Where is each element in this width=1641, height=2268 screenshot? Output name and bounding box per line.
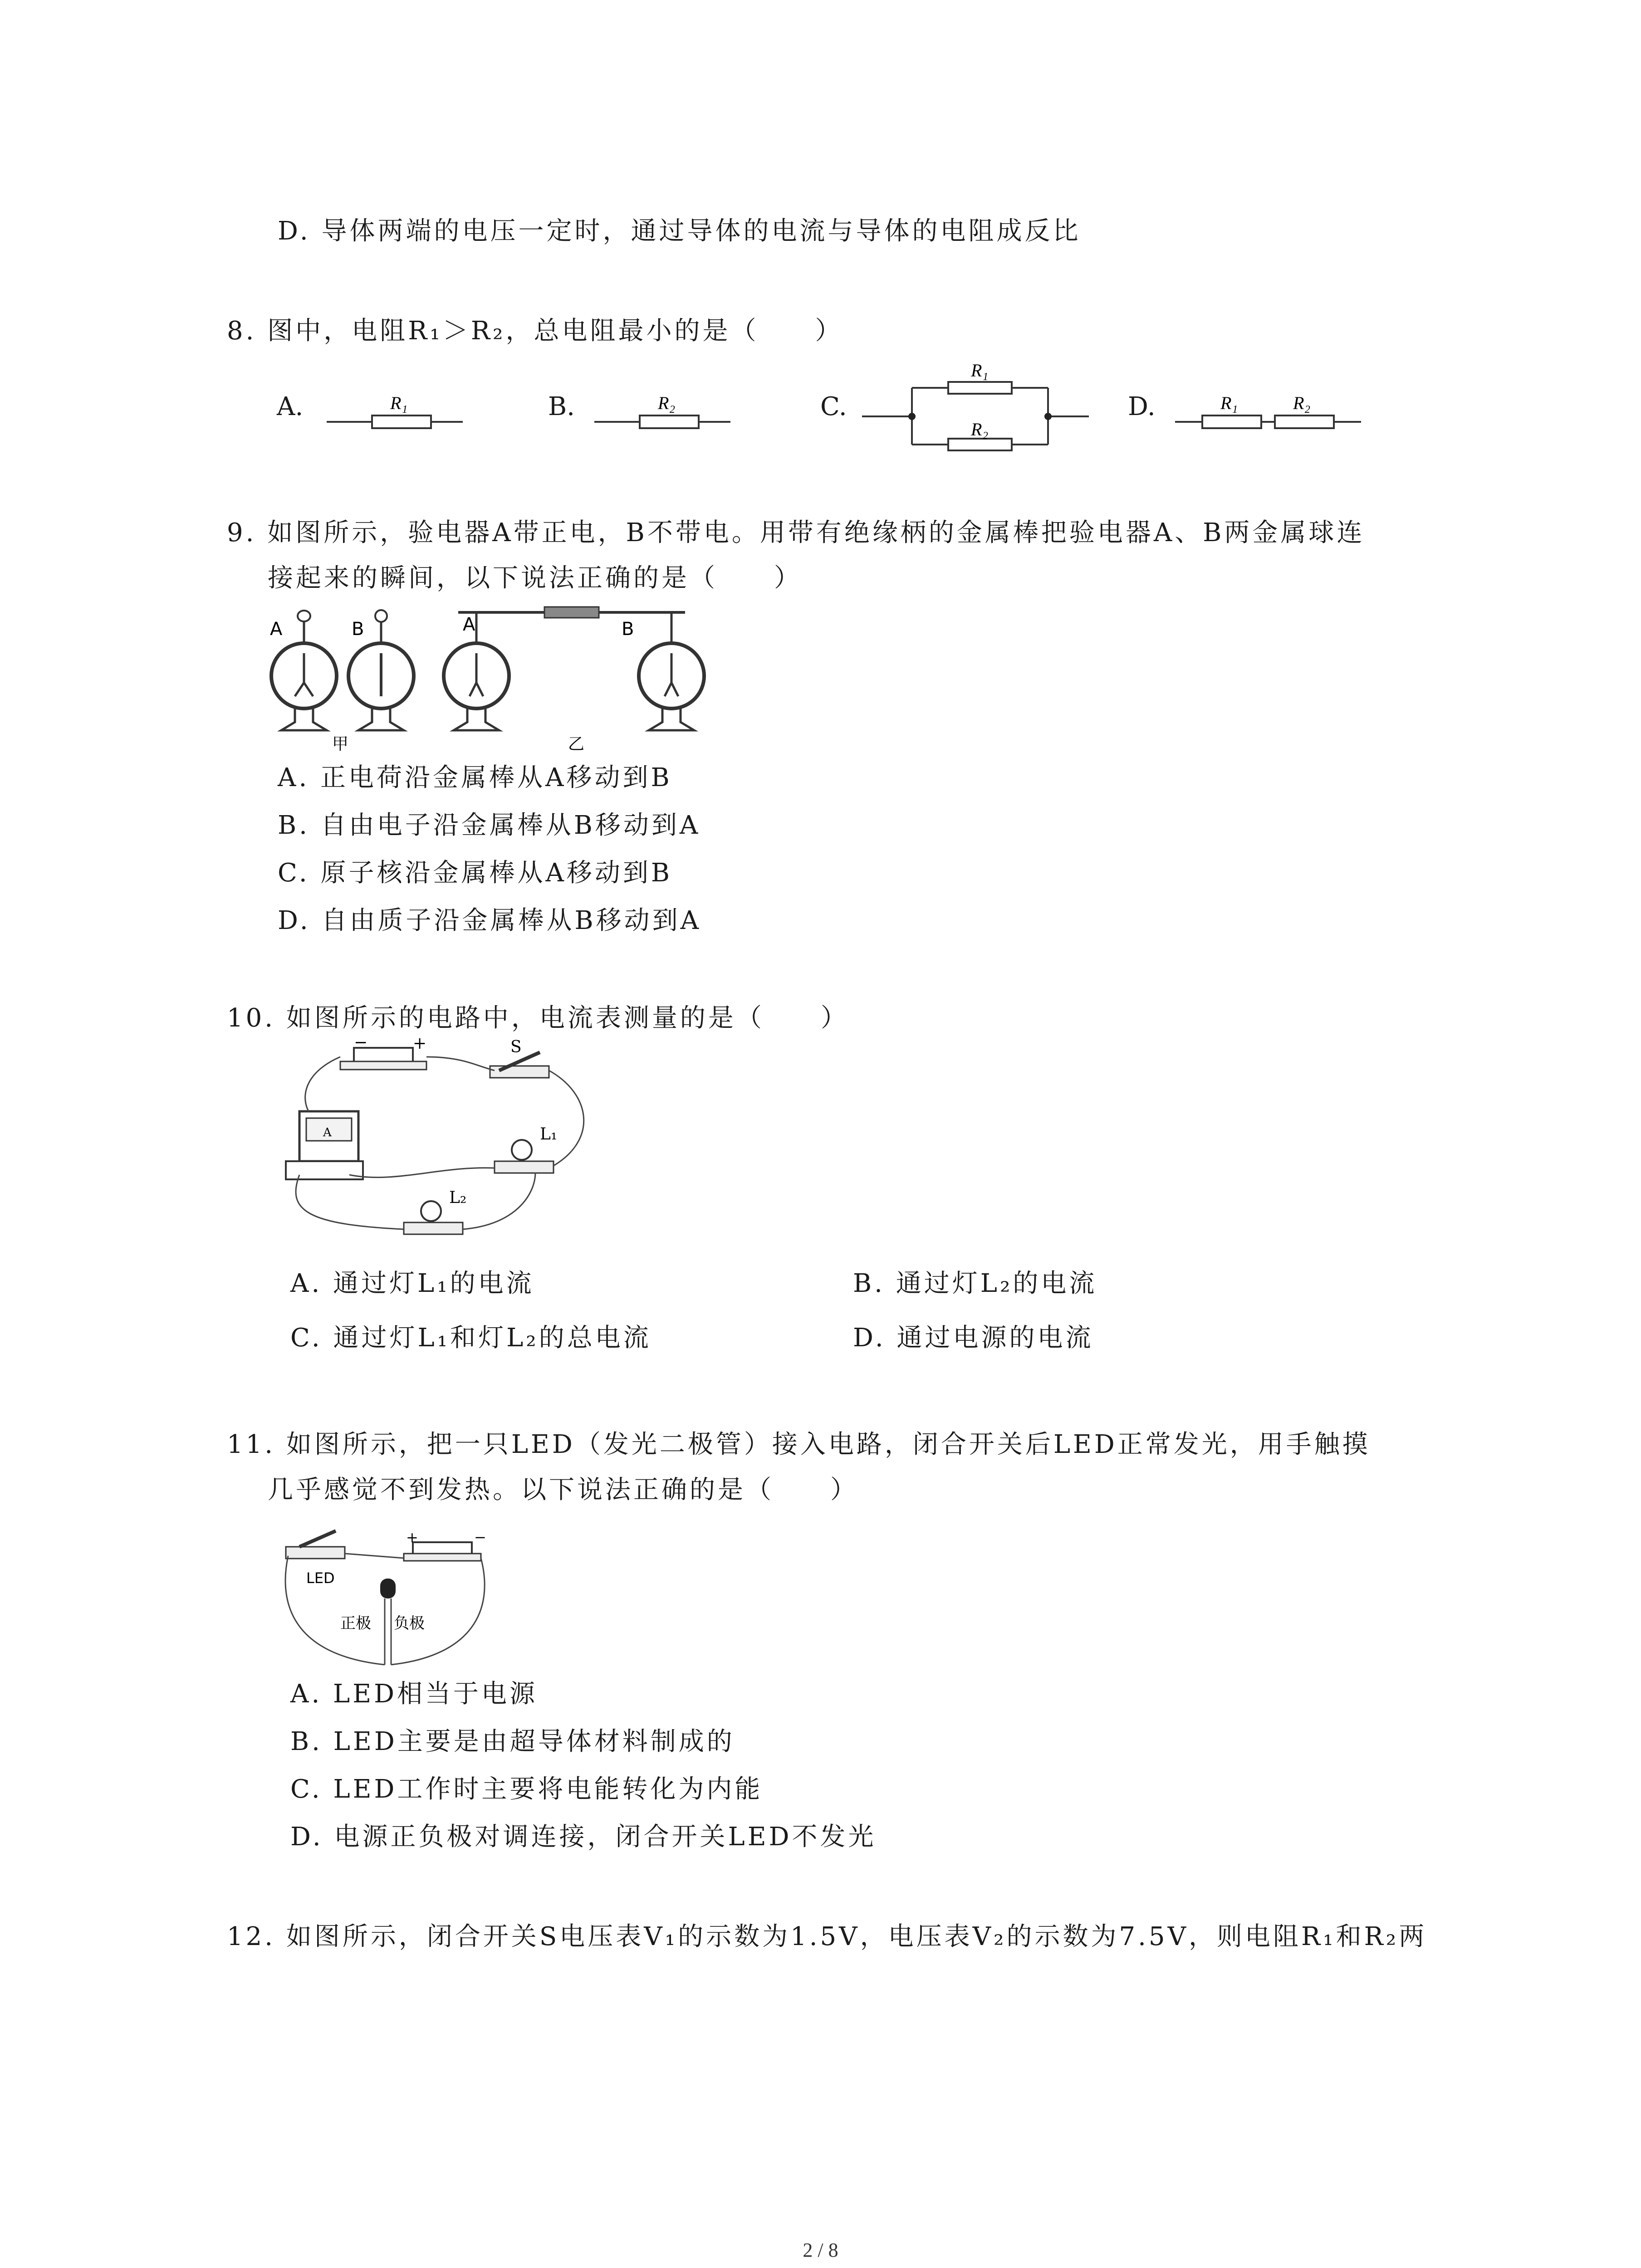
ammeter-label: A xyxy=(323,1126,332,1139)
q12-stem: 12. 如图所示，闭合开关S电压表V₁的示数为1.5V，电压表V₂的示数为7.5V，则电阻R₁和R₂两 xyxy=(227,1922,1427,1951)
q8-option-a[interactable]: A. xyxy=(277,392,304,421)
q8-figure-a xyxy=(318,381,463,435)
lamp-l2 xyxy=(421,1201,441,1221)
electroscope-b-yi xyxy=(639,612,704,730)
q11-option-d[interactable]: D. 电源正负极对调连接，闭合开关LED不发光 xyxy=(290,1822,877,1852)
metal-rod xyxy=(458,607,685,618)
page-number: 2 / 8 xyxy=(803,2239,838,2261)
q11-option-c[interactable]: C. LED工作时主要将电能转化为内能 xyxy=(290,1774,763,1804)
label-jia: 甲 xyxy=(332,735,349,753)
switch xyxy=(286,1547,345,1559)
insulated-handle xyxy=(544,607,599,618)
q11-option-b[interactable]: B. LED主要是由超导体材料制成的 xyxy=(290,1727,735,1756)
label-b-yi: B xyxy=(622,619,634,640)
q10-figure xyxy=(281,1033,608,1247)
led-negative-label: 负极 xyxy=(394,1614,425,1633)
q11-option-a[interactable]: A. LED相当于电源 xyxy=(290,1679,538,1709)
q8-figure-b xyxy=(590,381,735,435)
label-r1: R₁ xyxy=(1220,393,1238,413)
q8-option-b[interactable]: B. xyxy=(548,392,575,421)
q10-option-a[interactable]: A. 通过灯L₁的电流 xyxy=(290,1269,534,1298)
q9-stem-line2: 接起来的瞬间，以下说法正确的是（ ） xyxy=(268,563,802,593)
resistor-r2 xyxy=(948,439,1012,450)
label-b-jia: B xyxy=(352,619,364,640)
resistor-r1 xyxy=(1202,415,1261,428)
lamp-l2-label: L₂ xyxy=(449,1188,467,1207)
battery-plus: + xyxy=(406,1529,418,1546)
lamp-l1-label: L₁ xyxy=(540,1125,558,1144)
resistor-r2 xyxy=(640,415,699,428)
q10-option-b[interactable]: B. 通过灯L₂的电流 xyxy=(853,1269,1097,1298)
label-r2: R₂ xyxy=(658,393,676,413)
q10-option-d[interactable]: D. 通过电源的电流 xyxy=(853,1323,1094,1353)
q11-stem-line2: 几乎感觉不到发热。以下说法正确的是（ ） xyxy=(268,1475,858,1505)
q8-figure-d xyxy=(1171,381,1370,435)
label-r2: R₂ xyxy=(971,419,989,440)
led xyxy=(380,1579,396,1598)
led-label: LED xyxy=(306,1569,335,1587)
battery-plus: + xyxy=(413,1034,427,1053)
resistor-r2 xyxy=(1275,415,1334,428)
q10-option-c[interactable]: C. 通过灯L₁和灯L₂的总电流 xyxy=(290,1323,652,1353)
resistor-r1 xyxy=(372,415,431,428)
q8-figure-c xyxy=(862,360,1098,458)
label-a-jia: A xyxy=(270,619,283,640)
q10-stem: 10. 如图所示的电路中，电流表测量的是（ ） xyxy=(227,1003,849,1033)
q8-option-d[interactable]: D. xyxy=(1128,392,1156,421)
label-r1: R₁ xyxy=(971,360,989,381)
q8-option-c[interactable]: C. xyxy=(820,392,847,421)
lamp-l2-base xyxy=(404,1222,463,1234)
q9-stem-line1: 9. 如图所示，验电器A带正电，B不带电。用带有绝缘柄的金属棒把验电器A、B两金属球连 xyxy=(227,518,1365,547)
battery-minus: − xyxy=(354,1033,368,1052)
q9-option-b[interactable]: B. 自由电子沿金属棒从B移动到A xyxy=(278,811,701,840)
option-d-prev: D. 导体两端的电压一定时，通过导体的电流与导体的电阻成反比 xyxy=(278,216,1081,246)
q9-option-a[interactable]: A. 正电荷沿金属棒从A移动到B xyxy=(278,763,672,792)
electroscope-a-yi xyxy=(444,612,509,730)
label-a-yi: A xyxy=(463,614,475,635)
label-r1: R₁ xyxy=(390,393,408,413)
q9-option-d[interactable]: D. 自由质子沿金属棒从B移动到A xyxy=(278,906,702,935)
switch xyxy=(490,1066,549,1078)
q8-stem: 8. 图中，电阻R₁＞R₂，总电阻最小的是（ ） xyxy=(227,316,843,346)
resistor-r1 xyxy=(948,382,1012,394)
switch-label: S xyxy=(510,1038,522,1056)
q9-option-c[interactable]: C. 原子核沿金属棒从A移动到B xyxy=(278,858,673,888)
q11-stem-line1: 11. 如图所示，把一只LED（发光二极管）接入电路，闭合开关后LED正常发光，用手触摸 xyxy=(227,1430,1371,1459)
label-r2: R₂ xyxy=(1293,393,1311,413)
lamp-l1 xyxy=(512,1140,532,1160)
label-yi: 乙 xyxy=(568,735,585,753)
q9-figure xyxy=(263,603,717,753)
battery-minus: − xyxy=(474,1529,486,1546)
led-positive-label: 正极 xyxy=(340,1614,371,1633)
lamp-l1-base xyxy=(495,1161,554,1173)
q11-figure xyxy=(281,1520,499,1669)
